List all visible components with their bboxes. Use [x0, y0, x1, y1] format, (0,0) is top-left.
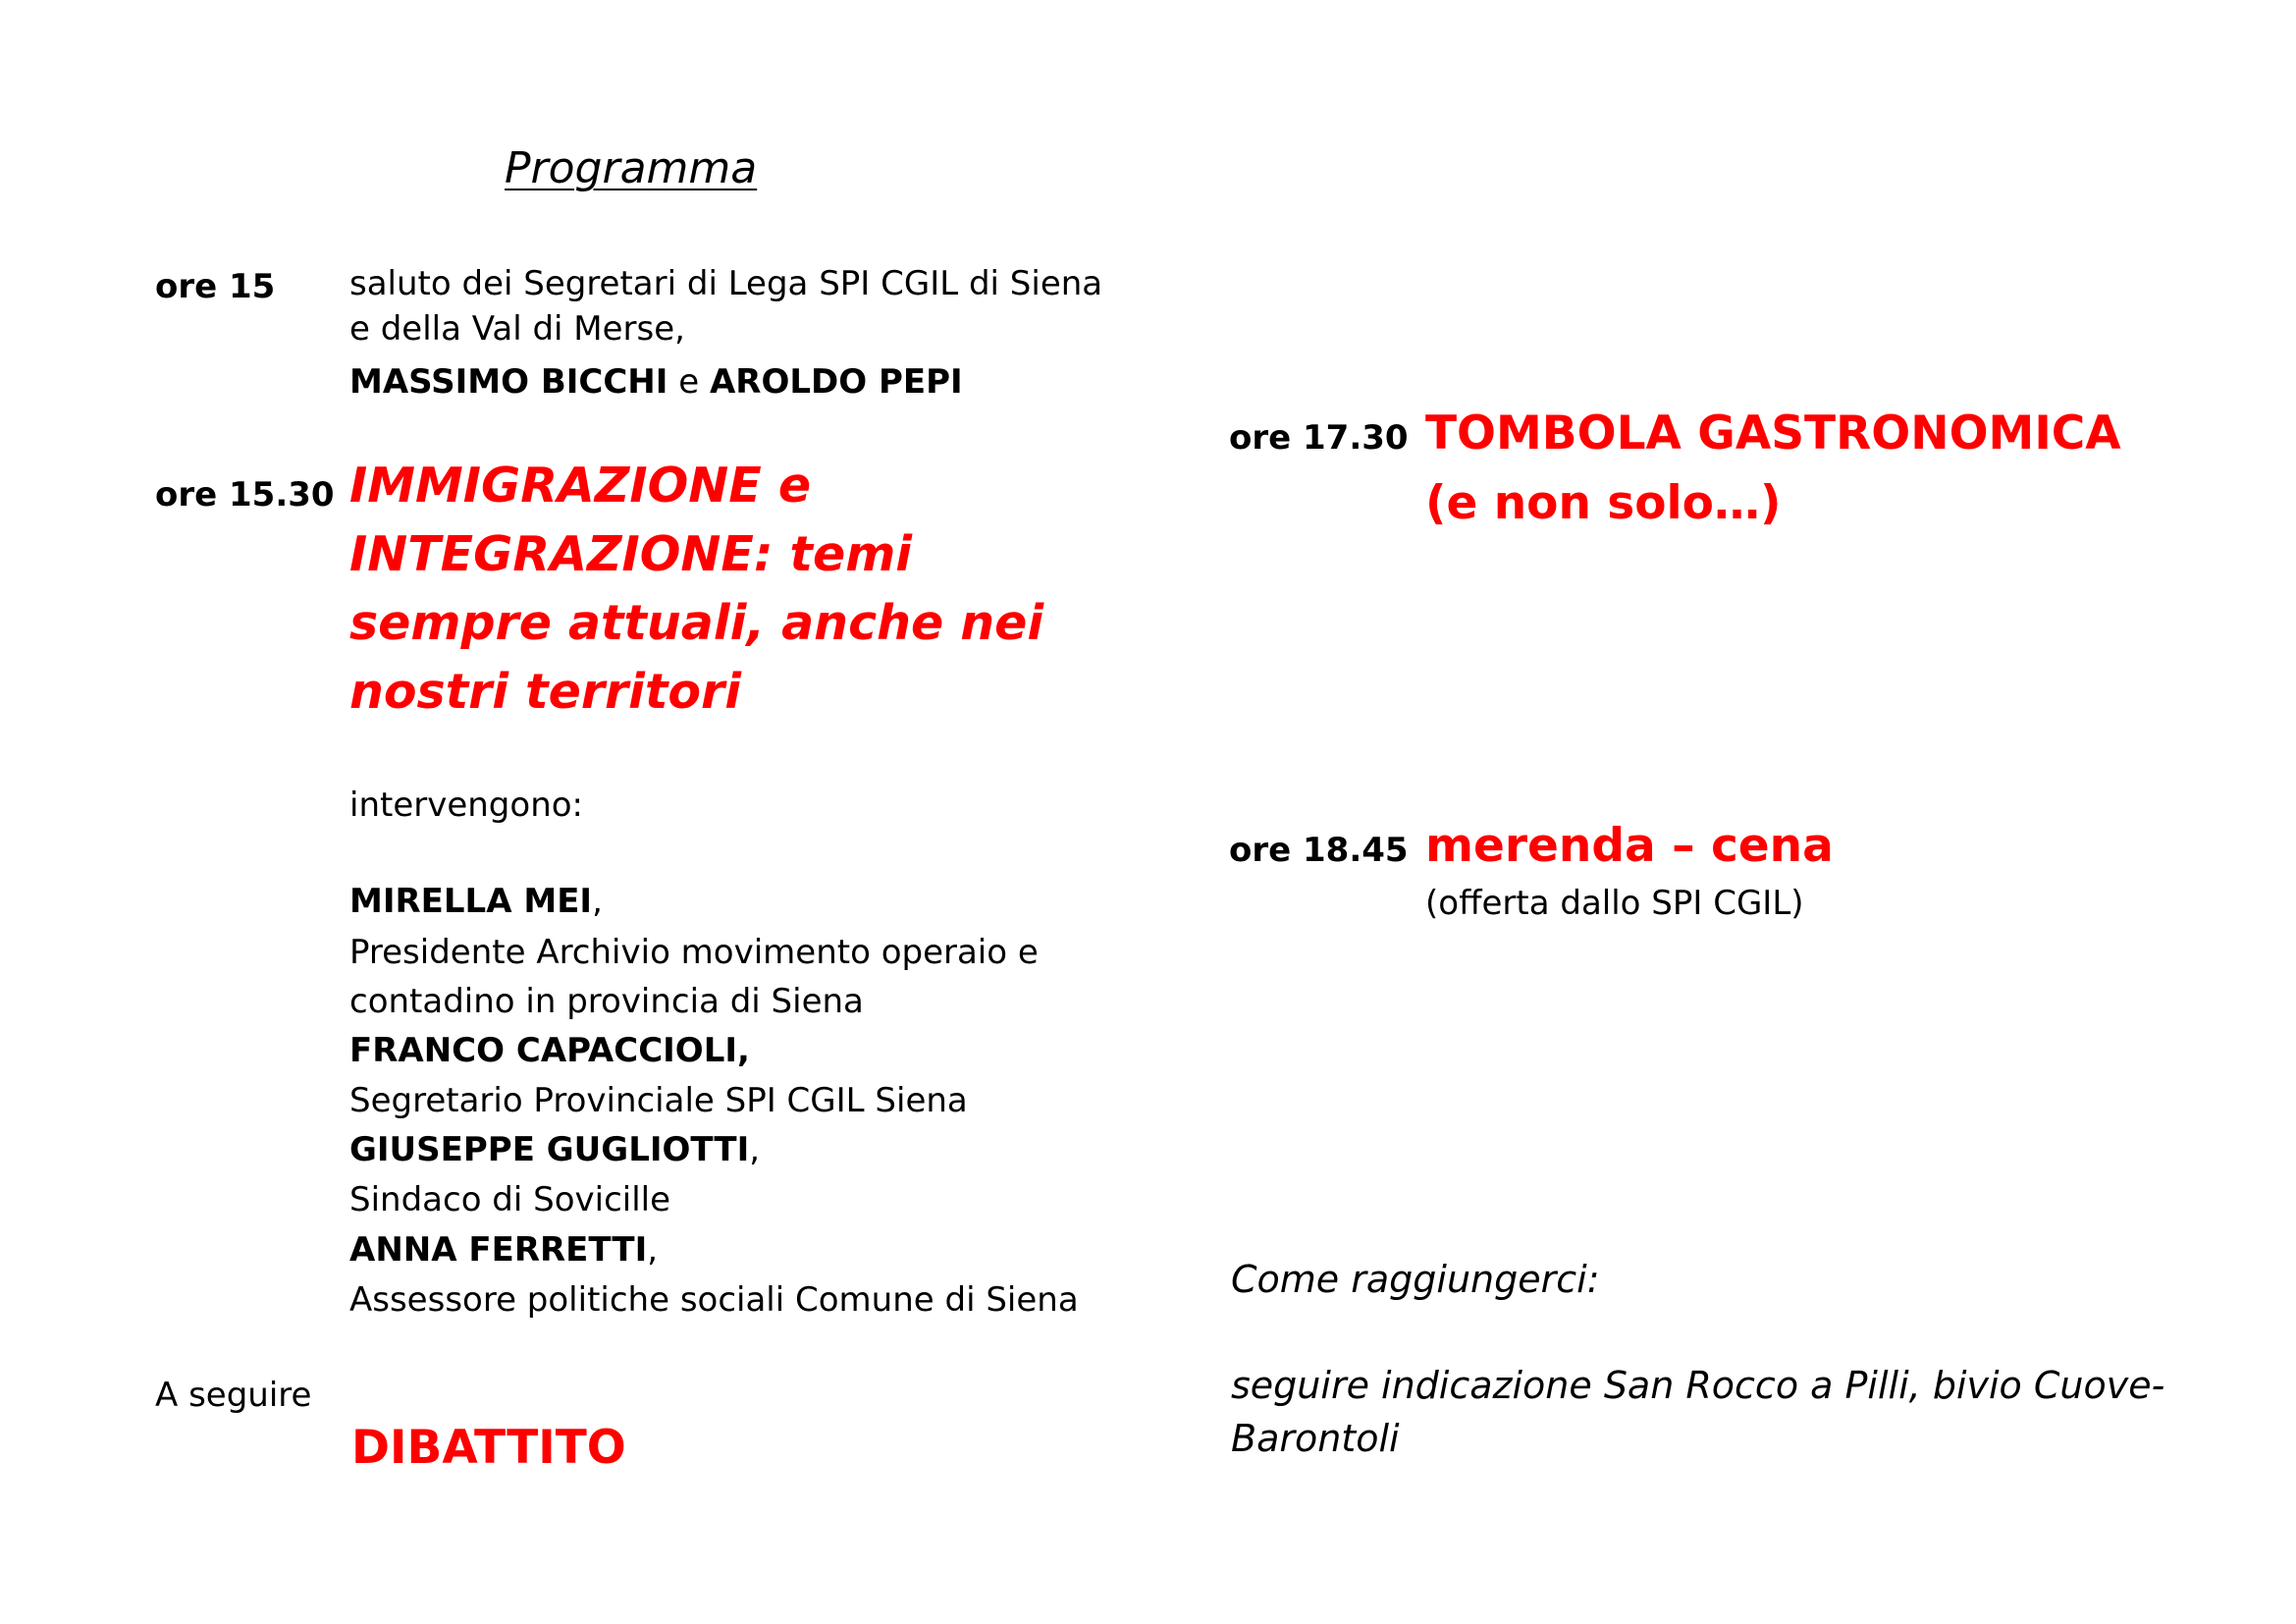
speaker-name-ferretti: ANNA FERRETTI,: [349, 1230, 659, 1270]
time-ore-18-45: ore 18.45: [1229, 831, 1409, 870]
headline-line: IMMIGRAZIONE e: [349, 458, 812, 514]
time-ore-15-30: ore 15.30: [155, 475, 335, 514]
directions-line-2: Barontoli: [1231, 1417, 1400, 1460]
conjunction: e: [667, 362, 710, 402]
speaker-name: AROLDO PEPI: [709, 362, 963, 402]
headline-line: nostri territori: [349, 664, 741, 720]
speaker-role: Presidente Archivio movimento operaio e: [349, 933, 1039, 972]
greeting-speakers: [349, 359, 963, 405]
speakers-list: [349, 879, 1079, 1326]
tombola-subheadline: (e non solo…): [1425, 476, 1782, 530]
speaker-role: contadino in provincia di Siena: [349, 982, 864, 1021]
dinner-note: (offerta dallo SPI CGIL): [1425, 884, 1804, 923]
speaker-name-capaccioli: FRANCO CAPACCIOLI,: [349, 1031, 750, 1070]
speaker-name: MASSIMO BICCHI: [349, 362, 668, 402]
headline-line: sempre attuali, anche nei: [349, 595, 1044, 651]
debate-headline: DIBATTITO: [351, 1421, 626, 1475]
speaker-name-mei: MIRELLA MEI,: [349, 882, 603, 921]
directions-line-1: seguire indicazione San Rocco a Pilli, bivio Cuove-: [1231, 1364, 2165, 1407]
directions-heading: Come raggiungerci:: [1231, 1258, 1600, 1301]
speakers-intro: intervengono:: [349, 785, 583, 825]
dinner-headline: merenda – cena: [1425, 819, 1834, 873]
speaker-role: Sindaco di Sovicille: [349, 1180, 671, 1219]
speaker-name-gugliotti: GIUSEPPE GUGLIOTTI,: [349, 1130, 761, 1169]
time-ore-15: ore 15: [155, 267, 276, 306]
speaker-role: Assessore politiche sociali Comune di Siena: [349, 1280, 1079, 1320]
immigration-headline: [349, 452, 1043, 727]
greeting-line-2: e della Val di Merse,: [349, 309, 685, 349]
page-title: Programma: [505, 143, 758, 193]
greeting-line-1: saluto dei Segretari di Lega SPI CGIL di Siena: [349, 264, 1103, 303]
headline-line: INTEGRAZIONE: temi: [349, 526, 913, 582]
speaker-role: Segretario Provinciale SPI CGIL Siena: [349, 1081, 968, 1120]
tombola-headline: TOMBOLA GASTRONOMICA: [1425, 406, 2121, 460]
time-ore-17-30: ore 17.30: [1229, 418, 1409, 458]
time-a-seguire: A seguire: [155, 1376, 312, 1415]
